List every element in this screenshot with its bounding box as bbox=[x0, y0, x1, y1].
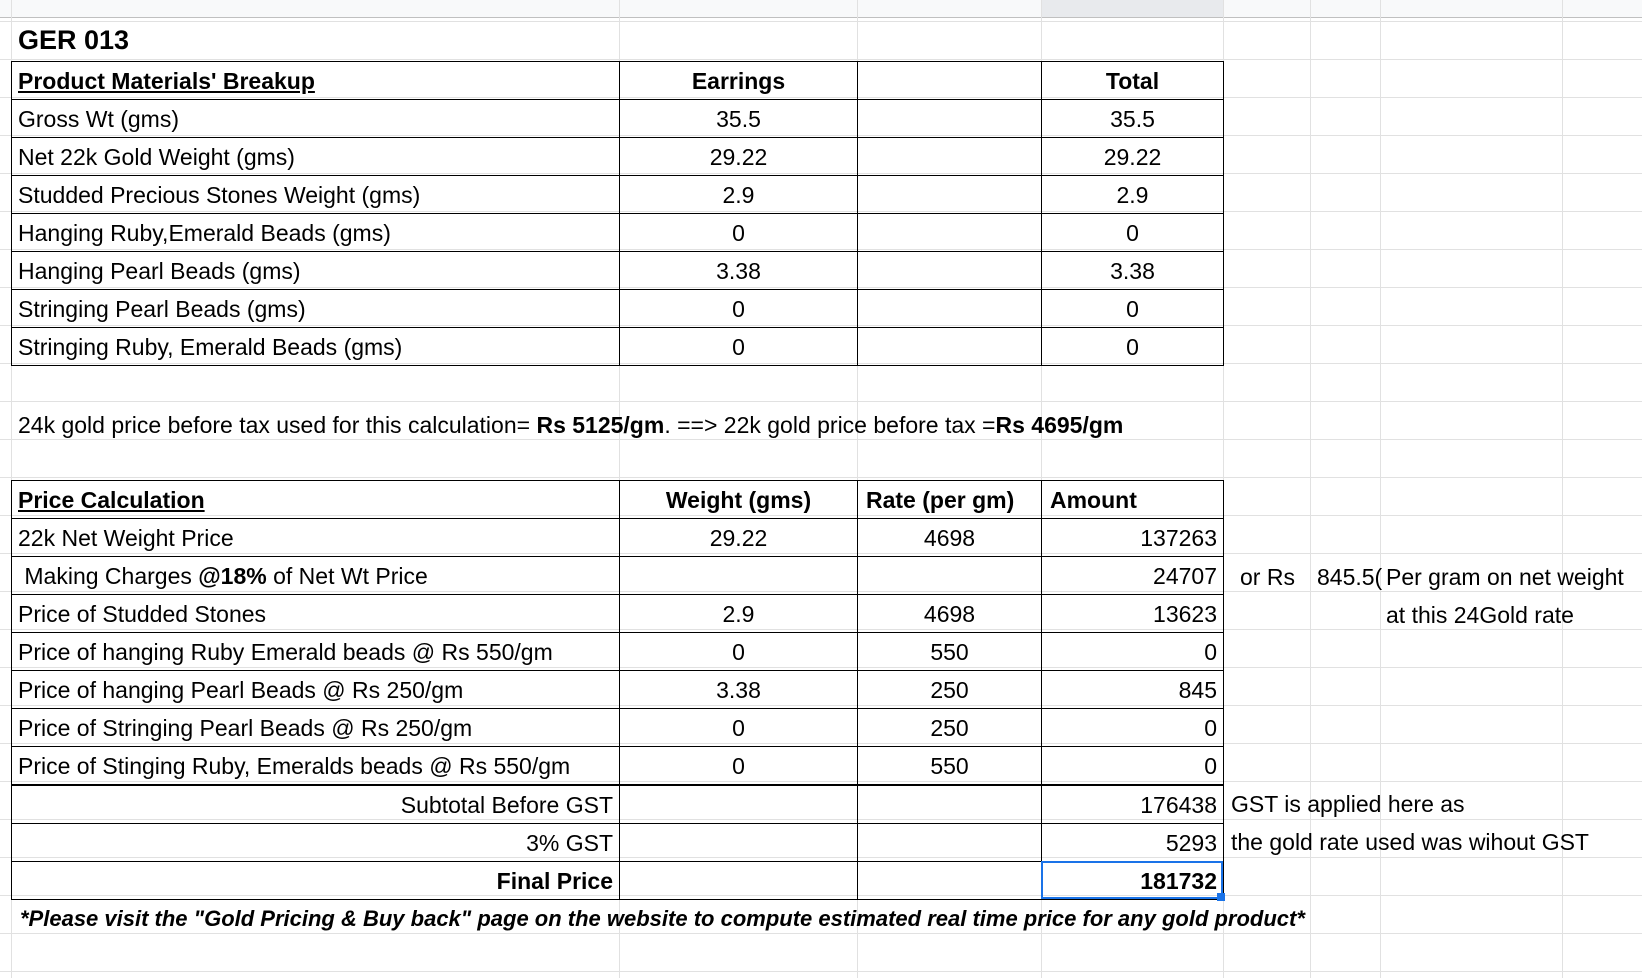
materials-row-blank[interactable] bbox=[857, 327, 1042, 366]
pricing-row-amount[interactable]: 845 bbox=[1041, 670, 1224, 709]
materials-row-blank[interactable] bbox=[857, 175, 1042, 214]
pricing-header-rate: Rate (per gm) bbox=[857, 480, 1042, 519]
gold-note-prefix: 24k gold price before tax used for this calculation= bbox=[18, 412, 537, 438]
gst-note-line1: GST is applied here as bbox=[1231, 791, 1465, 817]
pricing-header-label: Price Calculation bbox=[11, 480, 620, 519]
grid-row-line bbox=[0, 59, 1642, 60]
materials-row-label[interactable]: Hanging Ruby,Emerald Beads (gms) bbox=[11, 213, 620, 252]
materials-row-blank[interactable] bbox=[857, 289, 1042, 328]
materials-row-earrings[interactable]: 0 bbox=[619, 327, 858, 366]
pricing-row-weight[interactable]: 0 bbox=[619, 746, 858, 785]
materials-row-label[interactable]: Stringing Ruby, Emerald Beads (gms) bbox=[11, 327, 620, 366]
fill-handle[interactable] bbox=[1217, 893, 1225, 901]
pricing-row-rate[interactable] bbox=[857, 556, 1042, 595]
pricing-row-rate[interactable]: 550 bbox=[857, 632, 1042, 671]
pricing-row-rate[interactable]: 4698 bbox=[857, 518, 1042, 557]
making-rate-note: at this 24Gold rate bbox=[1386, 602, 1574, 628]
pricing-row-rate[interactable]: 550 bbox=[857, 746, 1042, 785]
materials-row-earrings[interactable]: 3.38 bbox=[619, 251, 858, 290]
gold-note-24k-rate: Rs 5125/gm bbox=[536, 412, 665, 438]
pricing-row-label[interactable]: 22k Net Weight Price bbox=[11, 518, 620, 557]
pricing-row-amount[interactable]: 24707 bbox=[1041, 556, 1224, 595]
materials-row-total[interactable]: 0 bbox=[1041, 327, 1224, 366]
gst-note-line2: the gold rate used was wihout GST bbox=[1231, 829, 1589, 855]
subtotal-label: Subtotal Before GST bbox=[11, 785, 620, 824]
pricing-row-weight[interactable]: 0 bbox=[619, 632, 858, 671]
pricing-row-label[interactable]: Price of Stringing Pearl Beads @ Rs 250/gm bbox=[11, 708, 620, 747]
final-price-amount[interactable]: 181732 bbox=[1041, 861, 1224, 900]
footer-disclaimer: *Please visit the "Gold Pricing & Buy back" page on the website to compute estimated real time price for any gold product* bbox=[20, 906, 1305, 931]
materials-header-total: Total bbox=[1041, 61, 1224, 100]
subtotal-amount[interactable]: 176438 bbox=[1041, 785, 1224, 824]
materials-row-total[interactable]: 0 bbox=[1041, 213, 1224, 252]
making-per-gram-value: 845.5( bbox=[1317, 564, 1383, 590]
product-code-title: GER 013 bbox=[18, 25, 130, 55]
gst-rate-cell[interactable] bbox=[857, 823, 1042, 862]
materials-row-blank[interactable] bbox=[857, 137, 1042, 176]
pricing-row-rate[interactable]: 250 bbox=[857, 708, 1042, 747]
materials-row-earrings[interactable]: 2.9 bbox=[619, 175, 858, 214]
materials-row-earrings[interactable]: 35.5 bbox=[619, 99, 858, 138]
materials-row-total[interactable]: 35.5 bbox=[1041, 99, 1224, 138]
pricing-row-rate[interactable]: 4698 bbox=[857, 594, 1042, 633]
pricing-header-weight: Weight (gms) bbox=[619, 480, 858, 519]
making-label-pre: Making Charges bbox=[18, 563, 199, 589]
gold-price-note bbox=[18, 406, 1123, 444]
grid-row-line bbox=[0, 477, 1642, 478]
making-or-rs: or Rs bbox=[1240, 564, 1295, 590]
pricing-row-label[interactable] bbox=[11, 556, 620, 595]
gold-note-22k-rate: Rs 4695/gm bbox=[995, 412, 1124, 438]
materials-row-blank[interactable] bbox=[857, 99, 1042, 138]
gst-amount[interactable]: 5293 bbox=[1041, 823, 1224, 862]
pricing-row-weight[interactable]: 0 bbox=[619, 708, 858, 747]
making-label-rate: @18% bbox=[198, 563, 267, 589]
materials-row-total[interactable]: 0 bbox=[1041, 289, 1224, 328]
materials-row-label[interactable]: Hanging Pearl Beads (gms) bbox=[11, 251, 620, 290]
pricing-row-label[interactable]: Price of Stinging Ruby, Emeralds beads @ Rs 550/gm bbox=[11, 746, 620, 785]
materials-row-total[interactable]: 3.38 bbox=[1041, 251, 1224, 290]
making-label-post: of Net Wt Price bbox=[266, 563, 428, 589]
grid-row-line bbox=[0, 21, 1642, 22]
column-header-bar bbox=[0, 0, 1642, 18]
pricing-row-weight[interactable]: 29.22 bbox=[619, 518, 858, 557]
grid-row-line bbox=[0, 401, 1642, 402]
materials-row-label[interactable]: Stringing Pearl Beads (gms) bbox=[11, 289, 620, 328]
pricing-row-label[interactable]: Price of Studded Stones bbox=[11, 594, 620, 633]
selected-column-header[interactable] bbox=[1041, 0, 1223, 17]
final-price-label: Final Price bbox=[11, 861, 620, 900]
materials-header-blank bbox=[857, 61, 1042, 100]
pricing-row-amount[interactable]: 137263 bbox=[1041, 518, 1224, 557]
materials-row-label[interactable]: Gross Wt (gms) bbox=[11, 99, 620, 138]
gst-label: 3% GST bbox=[11, 823, 620, 862]
materials-row-earrings[interactable]: 29.22 bbox=[619, 137, 858, 176]
materials-row-total[interactable]: 29.22 bbox=[1041, 137, 1224, 176]
subtotal-weight-cell[interactable] bbox=[619, 785, 858, 824]
making-per-gram-note: Per gram on net weight bbox=[1386, 564, 1624, 590]
materials-row-total[interactable]: 2.9 bbox=[1041, 175, 1224, 214]
gold-note-middle: . ==> 22k gold price before tax = bbox=[664, 412, 996, 438]
pricing-row-weight[interactable]: 2.9 bbox=[619, 594, 858, 633]
pricing-row-amount[interactable]: 0 bbox=[1041, 746, 1224, 785]
materials-header-label: Product Materials' Breakup bbox=[11, 61, 620, 100]
pricing-row-rate[interactable]: 250 bbox=[857, 670, 1042, 709]
pricing-row-amount[interactable]: 0 bbox=[1041, 708, 1224, 747]
final-weight-cell[interactable] bbox=[619, 861, 858, 900]
pricing-row-weight[interactable] bbox=[619, 556, 858, 595]
materials-row-earrings[interactable]: 0 bbox=[619, 213, 858, 252]
pricing-row-label[interactable]: Price of hanging Ruby Emerald beads @ Rs 550/gm bbox=[11, 632, 620, 671]
materials-row-label[interactable]: Studded Precious Stones Weight (gms) bbox=[11, 175, 620, 214]
subtotal-rate-cell[interactable] bbox=[857, 785, 1042, 824]
pricing-row-amount[interactable]: 0 bbox=[1041, 632, 1224, 671]
active-cell-selection[interactable] bbox=[1041, 861, 1223, 899]
pricing-row-weight[interactable]: 3.38 bbox=[619, 670, 858, 709]
final-rate-cell[interactable] bbox=[857, 861, 1042, 900]
pricing-row-label[interactable]: Price of hanging Pearl Beads @ Rs 250/gm bbox=[11, 670, 620, 709]
pricing-header-amount: Amount bbox=[1041, 480, 1224, 519]
grid-row-line bbox=[0, 971, 1642, 972]
materials-header-earrings: Earrings bbox=[619, 61, 858, 100]
materials-row-blank[interactable] bbox=[857, 251, 1042, 290]
materials-row-earrings[interactable]: 0 bbox=[619, 289, 858, 328]
materials-row-blank[interactable] bbox=[857, 213, 1042, 252]
materials-row-label[interactable]: Net 22k Gold Weight (gms) bbox=[11, 137, 620, 176]
pricing-row-amount[interactable]: 13623 bbox=[1041, 594, 1224, 633]
gst-weight-cell[interactable] bbox=[619, 823, 858, 862]
